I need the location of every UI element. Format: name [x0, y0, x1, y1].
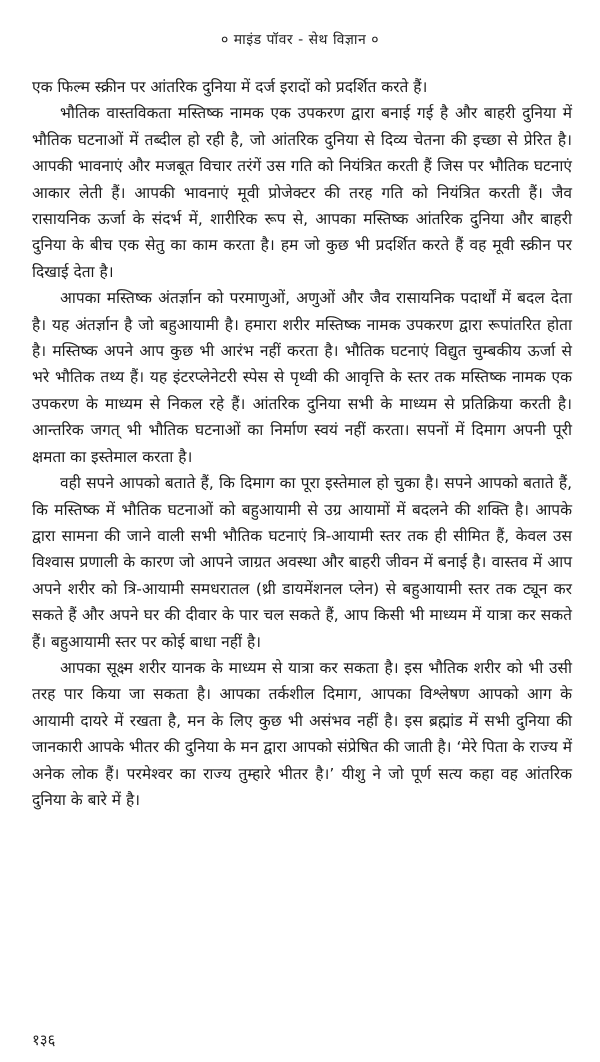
page-number: १३६ [32, 1031, 56, 1049]
paragraph-1: एक फिल्म स्क्रीन पर आंतरिक दुनिया में दर्ज इरादों को प्रदर्शित करते हैं। [32, 78, 428, 96]
paragraph-3: आपका मस्तिष्क अंतर्ज्ञान को परमाणुओं, अणुओं और जैव रासायनिक पदार्थों में बदल देता है। यह अंतर्ज्ञान है जो बहुआयामी है। हमारा शरीर मस्तिष्क नामक उपकरण द्वारा रूपांतरित होता है। मस्तिष्क अपने आप कुछ भी आरंभ नहीं करता है। भौतिक घटनाएं विद्युत चुम्बकीय ऊर्जा से भरे भौतिक तथ्य हैं। यह इंटरप्लेनेटरी स्पेस से पृथ्वी की आवृत्ति के स्तर तक मस्तिष्क नामक एक उपकरण के माध्यम से निकल रहे हैं। आंतरिक दुनिया सभी के माध्यम से प्रतिक्रिया करती है। आन्तरिक जगत् भी भौतिक घटनाओं का निर्माण स्वयं नहीं करता। सपनों में दिमाग अपनी पूरी क्षमता का इस्तेमाल करता है। [32, 289, 572, 466]
running-header: ० माइंड पॉवर - सेथ विज्ञान ० [221, 32, 379, 48]
paragraph-2: भौतिक वास्तविकता मस्तिष्क नामक एक उपकरण द्वारा बनाई गई है और बाहरी दुनिया में भौतिक घटनाओं में तब्दील हो रही है, जो आंतरिक दुनिया से दिव्य चेतना की इच्छा से प्रेरित है। आपकी भावनाएं और मजबूत विचार तरंगें उस गति को नियंत्रित करती हैं जिस पर भौतिक घटनाएं आकार लेती हैं। आपकी भावनाएं मूवी प्रोजेक्टर की तरह गति को नियंत्रित करती हैं। जैव रासायनिक ऊर्जा के संदर्भ में, शारीरिक रूप से, आपका मस्तिष्क आंतरिक दुनिया और बाहरी दुनिया के बीच एक सेतु का काम करता है। हम जो कुछ भी प्रदर्शित करते हैं वह मूवी स्क्रीन पर दिखाई देता है। [32, 104, 572, 281]
paragraph-5: आपका सूक्ष्म शरीर यानक के माध्यम से यात्रा कर सकता है। इस भौतिक शरीर को भी उसी तरह पार किया जा सकता है। आपका तर्कशील दिमाग, आपका विश्लेषण आपको आग के आयामी दायरे में रखता है, मन के लिए कुछ भी असंभव नहीं है। इस ब्रह्मांड में सभी दुनिया की जानकारी आपके भीतर की दुनिया के मन द्वारा आपको संप्रेषित की जाती है। ‘मेरे पिता के राज्य में अनेक लोक हैं। परमेश्वर का राज्य तुम्हारे भीतर है।’ यीशु ने जो पूर्ण सत्य कहा वह आंतरिक दुनिया के बारे में है। [32, 658, 572, 809]
paragraph-4: वही सपने आपको बताते हैं, कि दिमाग का पूरा इस्तेमाल हो चुका है। सपने आपको बताते हैं, कि मस्तिष्क में भौतिक घटनाओं को बहुआयामी से उग्र आयामों में बदलने की शक्ति है। आपके द्वारा सामना की जाने वाली सभी भौतिक घटनाएं त्रि-आयामी स्तर तक ही सीमित हैं, केवल उस विश्वास प्रणाली के कारण जो आपने जाग्रत अवस्था और बाहरी जीवन में बनाई है। वास्तव में आप अपने शरीर को त्रि-आयामी समधरातल (थ्री डायमेंशनल प्लेन) से बहुआयामी स्तर तक ट्यून कर सकते हैं और अपने घर की दीवार के पार चल सकते हैं, आप किसी भी माध्यम में यात्रा कर सकते हैं। बहुआयामी स्तर पर कोई बाधा नहीं है। [32, 474, 573, 651]
body-text [32, 74, 572, 813]
